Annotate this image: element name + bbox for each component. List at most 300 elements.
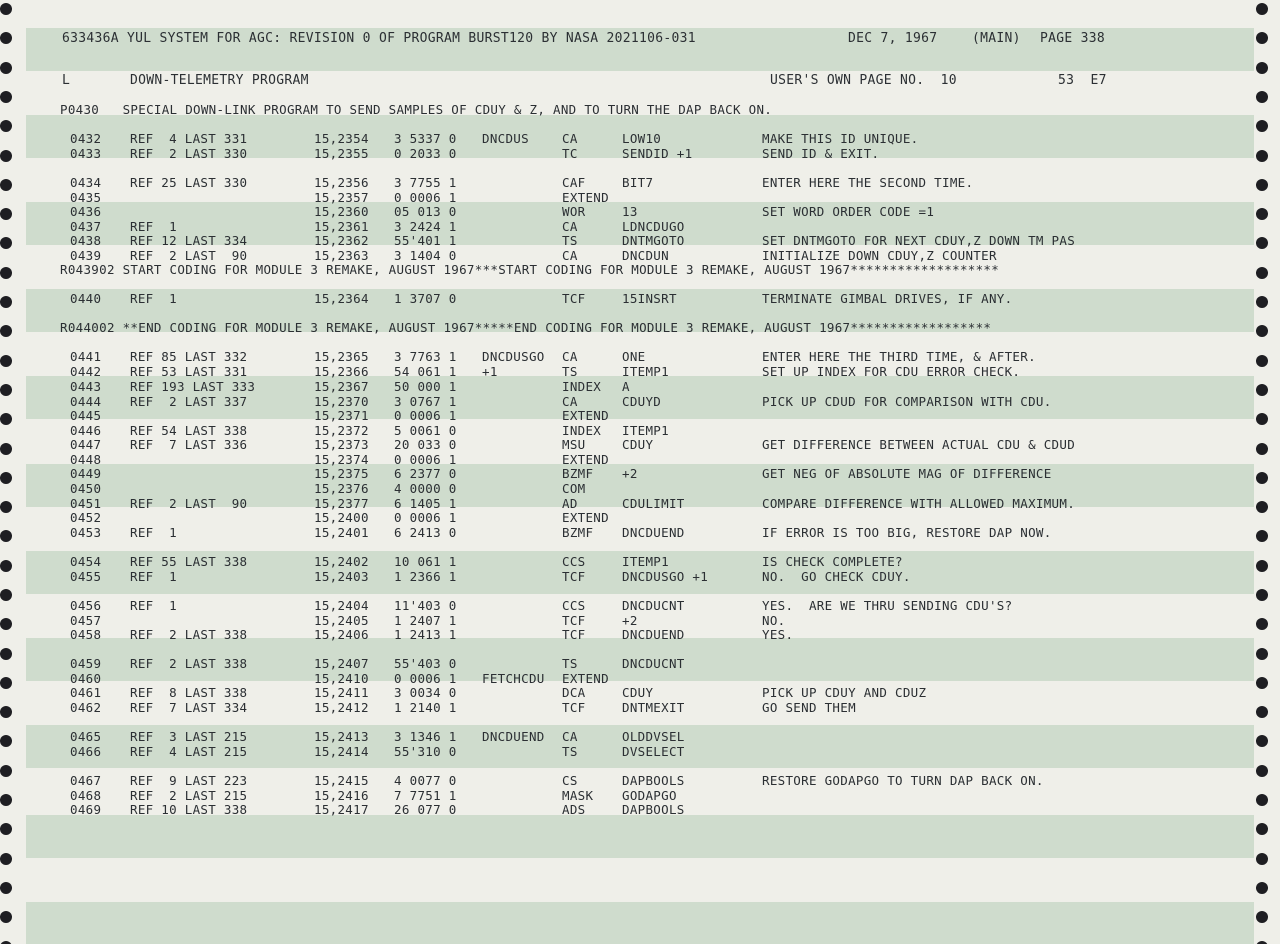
code-line-ref: REF 53 LAST 331 xyxy=(130,364,248,379)
sprocket-hole xyxy=(0,267,12,279)
sprocket-hole xyxy=(1256,384,1268,396)
code-line-comment: YES. ARE WE THRU SENDING CDU'S? xyxy=(762,598,1013,613)
code-line-op: MASK xyxy=(562,788,594,803)
code-line-word: 54 061 1 xyxy=(394,364,457,379)
code-line-comment: SET DNTMGOTO FOR NEXT CDUY,Z DOWN TM PAS xyxy=(762,233,1076,248)
sprocket-hole xyxy=(0,823,12,835)
code-line-comment: PICK UP CDUY AND CDUZ xyxy=(762,685,927,700)
code-line-label: DNCDUS xyxy=(482,131,529,146)
code-line-n: 0451 xyxy=(70,496,102,511)
code-line-n: 0450 xyxy=(70,481,102,496)
code-line-operand: DNCDUEND xyxy=(622,525,685,540)
sprocket-hole xyxy=(0,560,12,572)
code-line xyxy=(0,700,1280,715)
code-line xyxy=(0,685,1280,700)
subheader-users-page: USER'S OWN PAGE NO. 10 xyxy=(770,73,957,88)
code-line-op: EXTEND xyxy=(562,408,609,423)
code-line-ref: REF 2 LAST 330 xyxy=(130,146,248,161)
code-line-word: 0 2033 0 xyxy=(394,146,457,161)
sprocket-hole xyxy=(1256,355,1268,367)
listing-subheader xyxy=(0,73,1280,88)
code-line-n: 0445 xyxy=(70,408,102,423)
code-line-word: 11'403 0 xyxy=(394,598,457,613)
code-line-op: TCF xyxy=(562,569,586,584)
code-line-addr: 15,2415 xyxy=(314,773,369,788)
sprocket-hole xyxy=(1256,120,1268,132)
sprocket-hole xyxy=(0,794,12,806)
code-line-ref: REF 2 LAST 338 xyxy=(130,656,248,671)
code-line-comment: MAKE THIS ID UNIQUE. xyxy=(762,131,919,146)
sprocket-hole xyxy=(0,911,12,923)
code-line-comment: IS CHECK COMPLETE? xyxy=(762,554,903,569)
code-line-op: BZMF xyxy=(562,466,594,481)
sprocket-hole xyxy=(1256,32,1268,44)
code-line-ref: REF 25 LAST 330 xyxy=(130,175,248,190)
code-line-operand: ITEMP1 xyxy=(622,364,669,379)
code-line xyxy=(0,729,1280,744)
code-line-addr: 15,2362 xyxy=(314,233,369,248)
code-line-comment: GET NEG OF ABSOLUTE MAG OF DIFFERENCE xyxy=(762,466,1052,481)
code-line-ref: REF 10 LAST 338 xyxy=(130,802,248,817)
code-line-comment: ENTER HERE THE THIRD TIME, & AFTER. xyxy=(762,349,1036,364)
header-title: 633436A YUL SYSTEM FOR AGC: REVISION 0 OF PROGRAM BURST120 BY NASA 2021106-031 xyxy=(62,31,696,46)
code-line-operand: DNTMGOTO xyxy=(622,233,685,248)
code-line-op: CCS xyxy=(562,554,586,569)
code-line-operand: DNTMEXIT xyxy=(622,700,685,715)
code-line xyxy=(0,423,1280,438)
sprocket-hole xyxy=(1256,325,1268,337)
sprocket-hole xyxy=(0,853,12,865)
code-line-op: CA xyxy=(562,131,578,146)
code-line-n: 0443 xyxy=(70,379,102,394)
code-line-ref: REF 85 LAST 332 xyxy=(130,349,248,364)
code-line-word: 1 3707 0 xyxy=(394,291,457,306)
code-line-operand: DVSELECT xyxy=(622,744,685,759)
code-line-op: EXTEND xyxy=(562,510,609,525)
code-line-word: 55'310 0 xyxy=(394,744,457,759)
code-line-addr: 15,2365 xyxy=(314,349,369,364)
listing-header xyxy=(0,31,1280,46)
subheader-code: 53 E7 xyxy=(1058,73,1107,88)
code-line-addr: 15,2366 xyxy=(314,364,369,379)
code-line-n: 0436 xyxy=(70,204,102,219)
code-line-comment: GO SEND THEM xyxy=(762,700,856,715)
code-line-ref: REF 4 LAST 331 xyxy=(130,131,248,146)
code-line-word: 10 061 1 xyxy=(394,554,457,569)
sprocket-hole xyxy=(0,735,12,747)
code-line-operand: DNCDUN xyxy=(622,248,669,263)
code-line-word: 0 0006 1 xyxy=(394,452,457,467)
sprocket-hole xyxy=(1256,794,1268,806)
code-line-word: 3 7755 1 xyxy=(394,175,457,190)
sprocket-hole xyxy=(0,472,12,484)
remark-start: R043902 START CODING FOR MODULE 3 REMAKE, AUGUST 1967***START CODING FOR MODULE 3 REMAKE, AUGUST 1967******************* xyxy=(60,262,1000,277)
code-line-word: 1 2140 1 xyxy=(394,700,457,715)
code-line-word: 6 2413 0 xyxy=(394,525,457,540)
code-line-op: BZMF xyxy=(562,525,594,540)
code-line-operand: +2 xyxy=(622,613,638,628)
code-line-word: 0 0006 1 xyxy=(394,190,457,205)
code-line xyxy=(0,510,1280,525)
code-line-n: 0459 xyxy=(70,656,102,671)
code-line-word: 5 0061 0 xyxy=(394,423,457,438)
code-line-op: TCF xyxy=(562,613,586,628)
code-line-word: 1 2366 1 xyxy=(394,569,457,584)
code-line-addr: 15,2363 xyxy=(314,248,369,263)
code-line-comment: COMPARE DIFFERENCE WITH ALLOWED MAXIMUM. xyxy=(762,496,1076,511)
code-line-word: 0 0006 1 xyxy=(394,408,457,423)
code-line-word: 1 2413 1 xyxy=(394,627,457,642)
header-date: DEC 7, 1967 xyxy=(848,31,938,46)
code-line xyxy=(0,364,1280,379)
code-line xyxy=(0,554,1280,569)
code-line-word: 3 1404 0 xyxy=(394,248,457,263)
code-line-op: TC xyxy=(562,146,578,161)
code-line-n: 0449 xyxy=(70,466,102,481)
sprocket-hole xyxy=(0,882,12,894)
code-line-op: TCF xyxy=(562,627,586,642)
code-line-n: 0453 xyxy=(70,525,102,540)
code-line-operand: SENDID +1 xyxy=(622,146,693,161)
sprocket-hole xyxy=(1256,91,1268,103)
code-line-addr: 15,2355 xyxy=(314,146,369,161)
sprocket-hole xyxy=(0,706,12,718)
sprocket-hole xyxy=(0,150,12,162)
code-line-n: 0442 xyxy=(70,364,102,379)
code-line-ref: REF 3 LAST 215 xyxy=(130,729,248,744)
code-line-word: 3 5337 0 xyxy=(394,131,457,146)
code-line xyxy=(0,291,1280,306)
code-line-operand: CDUY xyxy=(622,437,654,452)
code-line-comment: NO. GO CHECK CDUY. xyxy=(762,569,911,584)
code-line-ref: REF 2 LAST 215 xyxy=(130,788,248,803)
code-line-operand: BIT7 xyxy=(622,175,654,190)
code-line-ref: REF 2 LAST 90 xyxy=(130,248,248,263)
code-line-word: 4 0000 0 xyxy=(394,481,457,496)
sprocket-hole xyxy=(1256,706,1268,718)
code-line-word: 7 7751 1 xyxy=(394,788,457,803)
code-line-n: 0467 xyxy=(70,773,102,788)
code-line xyxy=(0,394,1280,409)
sprocket-hole xyxy=(1256,648,1268,660)
code-line xyxy=(0,773,1280,788)
code-line-n: 0435 xyxy=(70,190,102,205)
sprocket-hole xyxy=(1256,911,1268,923)
sprocket-hole xyxy=(0,91,12,103)
code-line-comment: TERMINATE GIMBAL DRIVES, IF ANY. xyxy=(762,291,1013,306)
code-line-word: 4 0077 0 xyxy=(394,773,457,788)
code-line-comment: ENTER HERE THE SECOND TIME. xyxy=(762,175,974,190)
code-line-label: DNCDUEND xyxy=(482,729,545,744)
sprocket-hole xyxy=(1256,618,1268,630)
code-line-ref: REF 1 xyxy=(130,598,177,613)
code-line xyxy=(0,788,1280,803)
code-line xyxy=(0,613,1280,628)
code-line-op: DCA xyxy=(562,685,586,700)
code-line-operand: 15INSRT xyxy=(622,291,677,306)
sprocket-hole xyxy=(1256,853,1268,865)
code-line-n: 0457 xyxy=(70,613,102,628)
code-line-word: 3 1346 1 xyxy=(394,729,457,744)
code-line-ref: REF 55 LAST 338 xyxy=(130,554,248,569)
code-line-n: 0469 xyxy=(70,802,102,817)
code-line-word: 26 077 0 xyxy=(394,802,457,817)
code-line-addr: 15,2357 xyxy=(314,190,369,205)
code-line xyxy=(0,569,1280,584)
code-line xyxy=(0,349,1280,364)
comment-line xyxy=(0,102,1280,117)
code-line-comment: IF ERROR IS TOO BIG, RESTORE DAP NOW. xyxy=(762,525,1052,540)
code-line-addr: 15,2354 xyxy=(314,131,369,146)
code-line-addr: 15,2374 xyxy=(314,452,369,467)
code-line-n: 0432 xyxy=(70,131,102,146)
code-line-addr: 15,2356 xyxy=(314,175,369,190)
code-line-n: 0455 xyxy=(70,569,102,584)
code-line-ref: REF 1 xyxy=(130,219,177,234)
code-line xyxy=(0,598,1280,613)
code-line-operand: CDUYD xyxy=(622,394,662,409)
code-line-addr: 15,2373 xyxy=(314,437,369,452)
code-line-op: CAF xyxy=(562,175,586,190)
code-line xyxy=(0,466,1280,481)
sprocket-hole xyxy=(1256,560,1268,572)
subheader-program: DOWN-TELEMETRY PROGRAM xyxy=(130,73,309,88)
code-line xyxy=(0,802,1280,817)
sprocket-hole xyxy=(0,413,12,425)
code-line-n: 0448 xyxy=(70,452,102,467)
remark-line xyxy=(0,262,1280,277)
code-line-op: COM xyxy=(562,481,586,496)
code-line xyxy=(0,452,1280,467)
code-line-addr: 15,2414 xyxy=(314,744,369,759)
sprocket-hole xyxy=(1256,735,1268,747)
code-line-op: TS xyxy=(562,656,578,671)
sprocket-hole xyxy=(1256,150,1268,162)
sprocket-hole xyxy=(0,355,12,367)
code-line-n: 0465 xyxy=(70,729,102,744)
sprocket-hole xyxy=(1256,443,1268,455)
code-line-word: 20 033 0 xyxy=(394,437,457,452)
code-line-ref: REF 2 LAST 338 xyxy=(130,627,248,642)
code-line-addr: 15,2376 xyxy=(314,481,369,496)
code-line-addr: 15,2360 xyxy=(314,204,369,219)
code-line-operand: CDUY xyxy=(622,685,654,700)
code-line-ref: REF 54 LAST 338 xyxy=(130,423,248,438)
code-line-ref: REF 7 LAST 334 xyxy=(130,700,248,715)
sprocket-hole xyxy=(1256,530,1268,542)
remark-line xyxy=(0,320,1280,335)
code-line-n: 0460 xyxy=(70,671,102,686)
code-line-comment: SET UP INDEX FOR CDU ERROR CHECK. xyxy=(762,364,1021,379)
code-line-operand: ITEMP1 xyxy=(622,554,669,569)
code-line-op: CA xyxy=(562,219,578,234)
code-line-operand: LOW10 xyxy=(622,131,662,146)
sprocket-hole xyxy=(0,648,12,660)
code-line-addr: 15,2404 xyxy=(314,598,369,613)
remark-end: R044002 **END CODING FOR MODULE 3 REMAKE, AUGUST 1967*****END CODING FOR MODULE 3 REMAKE, AUGUST 1967****************** xyxy=(60,320,992,335)
code-line-addr: 15,2411 xyxy=(314,685,369,700)
code-line-n: 0433 xyxy=(70,146,102,161)
code-line-word: 50 000 1 xyxy=(394,379,457,394)
code-line-op: WOR xyxy=(562,204,586,219)
code-line-ref: REF 4 LAST 215 xyxy=(130,744,248,759)
code-line-op: CA xyxy=(562,729,578,744)
code-line xyxy=(0,190,1280,205)
code-line-op: CS xyxy=(562,773,578,788)
code-line-label: +1 xyxy=(482,364,498,379)
sprocket-hole xyxy=(0,179,12,191)
code-line xyxy=(0,379,1280,394)
subheader-marker: L xyxy=(62,73,71,88)
code-line-comment: SET WORD ORDER CODE =1 xyxy=(762,204,935,219)
code-line-op: TS xyxy=(562,364,578,379)
code-line-operand: GODAPGO xyxy=(622,788,677,803)
sprocket-hole xyxy=(0,677,12,689)
code-line-ref: REF 7 LAST 336 xyxy=(130,437,248,452)
code-line-comment: INITIALIZE DOWN CDUY,Z COUNTER xyxy=(762,248,997,263)
code-line-addr: 15,2370 xyxy=(314,394,369,409)
code-line-addr: 15,2361 xyxy=(314,219,369,234)
code-line-op: EXTEND xyxy=(562,190,609,205)
code-line-n: 0454 xyxy=(70,554,102,569)
sprocket-hole xyxy=(1256,413,1268,425)
code-line-addr: 15,2407 xyxy=(314,656,369,671)
code-line-comment: PICK UP CDUD FOR COMPARISON WITH CDU. xyxy=(762,394,1052,409)
code-line-word: 3 0034 0 xyxy=(394,685,457,700)
header-page: PAGE 338 xyxy=(1040,31,1106,46)
code-line-op: ADS xyxy=(562,802,586,817)
code-line-word: 0 0006 1 xyxy=(394,671,457,686)
sprocket-hole xyxy=(1256,296,1268,308)
code-line-operand: DAPBOOLS xyxy=(622,773,685,788)
code-line-n: 0461 xyxy=(70,685,102,700)
code-line-comment: YES. xyxy=(762,627,794,642)
code-line-op: MSU xyxy=(562,437,586,452)
code-line-n: 0446 xyxy=(70,423,102,438)
code-line-op: CCS xyxy=(562,598,586,613)
sprocket-hole xyxy=(1256,765,1268,777)
code-line xyxy=(0,175,1280,190)
code-line-op: TS xyxy=(562,233,578,248)
code-line xyxy=(0,627,1280,642)
code-line-word: 0 0006 1 xyxy=(394,510,457,525)
code-line-op: CA xyxy=(562,394,578,409)
code-line-word: 05 013 0 xyxy=(394,204,457,219)
code-line-addr: 15,2405 xyxy=(314,613,369,628)
code-line-addr: 15,2371 xyxy=(314,408,369,423)
code-line-addr: 15,2412 xyxy=(314,700,369,715)
code-line-operand: DNCDUCNT xyxy=(622,598,685,613)
code-line-op: TS xyxy=(562,744,578,759)
code-line-operand: A xyxy=(622,379,630,394)
code-line-addr: 15,2364 xyxy=(314,291,369,306)
code-line-op: EXTEND xyxy=(562,671,609,686)
code-line-n: 0466 xyxy=(70,744,102,759)
sprocket-hole xyxy=(1256,823,1268,835)
code-line-addr: 15,2413 xyxy=(314,729,369,744)
code-line-word: 6 1405 1 xyxy=(394,496,457,511)
code-line xyxy=(0,219,1280,234)
code-line-word: 1 2407 1 xyxy=(394,613,457,628)
sprocket-hole xyxy=(0,530,12,542)
sprocket-hole xyxy=(1256,62,1268,74)
sprocket-hole xyxy=(0,296,12,308)
sprocket-hole xyxy=(0,589,12,601)
sprocket-hole xyxy=(0,384,12,396)
code-line-ref: REF 9 LAST 223 xyxy=(130,773,248,788)
code-line-addr: 15,2406 xyxy=(314,627,369,642)
code-line-comment: GET DIFFERENCE BETWEEN ACTUAL CDU & CDUD xyxy=(762,437,1076,452)
code-line xyxy=(0,248,1280,263)
sprocket-hole xyxy=(1256,267,1268,279)
code-line-ref: REF 1 xyxy=(130,569,177,584)
sprocket-hole xyxy=(1256,882,1268,894)
code-line-ref: REF 1 xyxy=(130,291,177,306)
code-line-addr: 15,2417 xyxy=(314,802,369,817)
code-line xyxy=(0,525,1280,540)
code-line-n: 0462 xyxy=(70,700,102,715)
code-line-n: 0437 xyxy=(70,219,102,234)
code-line-addr: 15,2400 xyxy=(314,510,369,525)
code-line-op: TCF xyxy=(562,291,586,306)
code-line-n: 0434 xyxy=(70,175,102,190)
code-line xyxy=(0,656,1280,671)
sprocket-hole xyxy=(0,3,12,15)
sprocket-hole xyxy=(0,32,12,44)
code-line-n: 0452 xyxy=(70,510,102,525)
code-line-n: 0441 xyxy=(70,349,102,364)
code-line xyxy=(0,496,1280,511)
code-line-op: INDEX xyxy=(562,379,602,394)
code-line-op: EXTEND xyxy=(562,452,609,467)
sprocket-hole xyxy=(1256,237,1268,249)
sprocket-hole xyxy=(1256,589,1268,601)
code-line-addr: 15,2416 xyxy=(314,788,369,803)
code-line xyxy=(0,204,1280,219)
code-line-op: TCF xyxy=(562,700,586,715)
sprocket-hole xyxy=(1256,677,1268,689)
code-line-operand: DNCDUCNT xyxy=(622,656,685,671)
code-line xyxy=(0,408,1280,423)
code-line-operand: +2 xyxy=(622,466,638,481)
code-line-word: 55'403 0 xyxy=(394,656,457,671)
code-line-addr: 15,2367 xyxy=(314,379,369,394)
code-line xyxy=(0,481,1280,496)
code-line-n: 0444 xyxy=(70,394,102,409)
code-line-n: 0440 xyxy=(70,291,102,306)
code-line-op: INDEX xyxy=(562,423,602,438)
code-line-comment: RESTORE GODAPGO TO TURN DAP BACK ON. xyxy=(762,773,1044,788)
code-line-addr: 15,2375 xyxy=(314,466,369,481)
code-line-n: 0438 xyxy=(70,233,102,248)
code-line-ref: REF 12 LAST 334 xyxy=(130,233,248,248)
code-line-operand: DNCDUSGO +1 xyxy=(622,569,709,584)
code-line-operand: CDULIMIT xyxy=(622,496,685,511)
code-line-label: FETCHCDU xyxy=(482,671,545,686)
sprocket-hole xyxy=(0,237,12,249)
code-line-addr: 15,2403 xyxy=(314,569,369,584)
code-line xyxy=(0,233,1280,248)
code-line-word: 55'401 1 xyxy=(394,233,457,248)
code-line-n: 0458 xyxy=(70,627,102,642)
code-line-operand: ITEMP1 xyxy=(622,423,669,438)
code-line-n: 0447 xyxy=(70,437,102,452)
sprocket-hole xyxy=(1256,501,1268,513)
code-line-operand: OLDDVSEL xyxy=(622,729,685,744)
code-line-op: CA xyxy=(562,349,578,364)
code-line-addr: 15,2377 xyxy=(314,496,369,511)
sprocket-hole xyxy=(1256,179,1268,191)
